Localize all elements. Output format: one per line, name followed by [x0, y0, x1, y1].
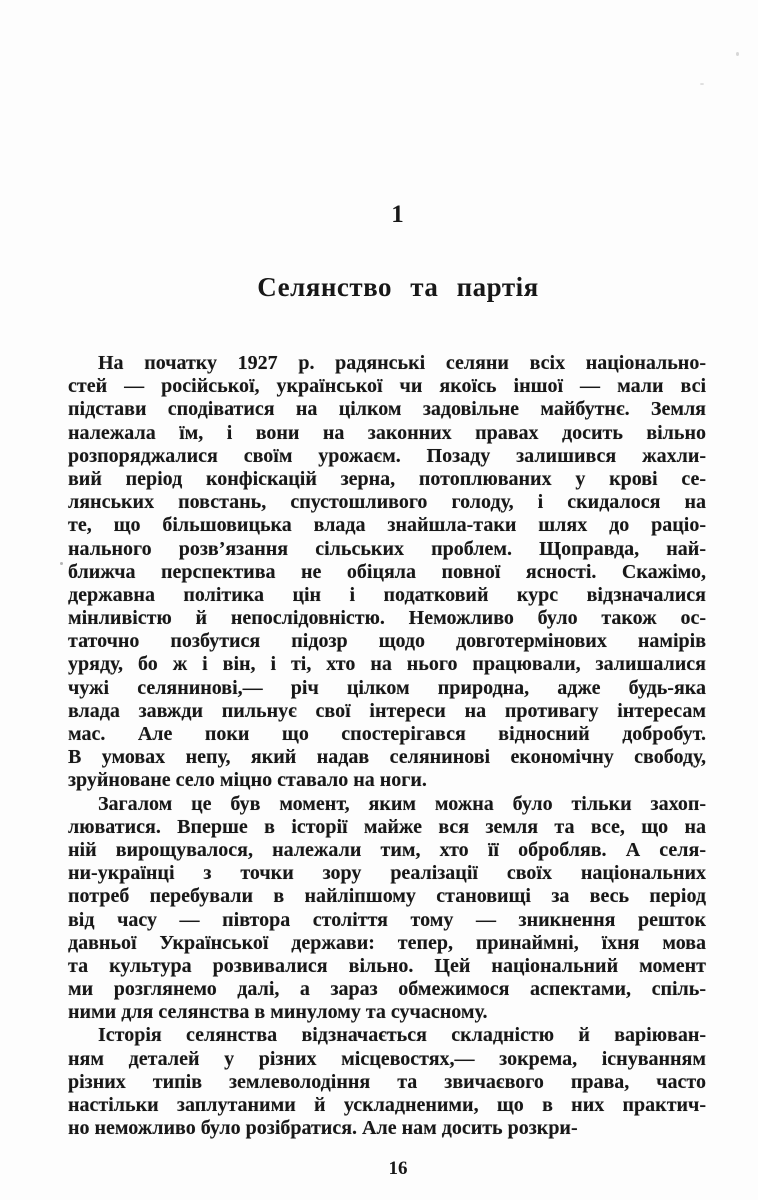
- text-line: стей — російської, української чи якоїсь іншої — мали всі: [68, 375, 706, 398]
- body-text: [68, 352, 706, 1140]
- text-line: належала їм, і вони на законних правах досить вільно: [68, 421, 706, 444]
- text-line: В умовах непу, який надав селянинові економічну свободу,: [68, 746, 706, 769]
- text-line: від часу — півтора століття тому — зникнення решток: [68, 908, 706, 931]
- text-line: но неможливо було розібратися. Але нам досить розкри-: [68, 1117, 578, 1140]
- text-line: розпоряджалися своїм урожаєм. Позаду залишився жахли-: [68, 444, 706, 467]
- text-line: мас. Але поки що спостерігався відносний добробут.: [68, 723, 706, 745]
- paragraph: [68, 793, 706, 1025]
- text-line: зруйноване село міцно ставало на ноги.: [68, 769, 427, 792]
- scan-artifact: [736, 52, 739, 56]
- chapter-number: 1: [391, 201, 405, 228]
- text-line: потреб перебували в найліпшому становищі за весь період: [68, 885, 706, 908]
- text-line: та культура розвивалися вільно. Цей національний момент: [68, 954, 706, 977]
- text-line: ними для селянства в минулому та сучасному.: [68, 1001, 488, 1024]
- text-line: ній вирощувалося, належали тим, хто її обробляв. А селя-: [68, 838, 706, 861]
- text-line: люватися. Вперше в історії майже вся земля та все, що на: [68, 815, 706, 838]
- scan-artifact: [60, 562, 63, 565]
- text-line: підстави сподіватися на цілком задовільне майбутнє. Земля: [68, 398, 706, 421]
- paragraph: [68, 352, 706, 793]
- text-line: ням деталей у різних місцевостях,— зокрема, існуванням: [68, 1047, 706, 1070]
- text-line: ми розглянемо далі, а зараз обмежимося аспектами, спіль-: [68, 978, 706, 1001]
- paragraph: [68, 1024, 706, 1140]
- text-line: мінливістю й непослідовністю. Неможливо було також ос-: [68, 607, 706, 630]
- text-line: нального розв’язання сільських проблем. Щоправда, най-: [68, 537, 706, 560]
- text-line: настільки заплутаними й ускладненими, що в них практич-: [68, 1094, 706, 1116]
- text-line: ближча перспектива не обіцяла повної ясності. Скажімо,: [68, 560, 706, 583]
- text-line: таточно позбутися підозр щодо довготермінових намірів: [68, 630, 706, 653]
- text-line: На початку 1927 р. радянські селяни всіх національно-: [98, 352, 706, 374]
- text-line: чужі селянинові,— річ цілком природна, адже будь-яка: [68, 676, 706, 699]
- text-line: лянських повстань, спустошливого голоду, і скидалося на: [68, 491, 706, 514]
- text-line: Загалом це був момент, яким можна було тільки захоп-: [98, 792, 706, 815]
- text-line: давньої Української держави: тепер, принаймні, їхня мова: [68, 931, 706, 954]
- text-line: державна політика цін і податковий курс відзначалися: [68, 583, 706, 606]
- text-line: Історія селянства відзначається складністю й варіюван-: [98, 1024, 706, 1047]
- text-line: влада завжди пильнує свої інтереси на противагу інтересам: [68, 699, 706, 722]
- text-line: уряду, бо ж і він, і ті, хто на нього працювали, залишалися: [68, 653, 706, 676]
- text-line: ни-українці з точки зору реалізації своїх національних: [68, 862, 706, 885]
- page-number: 16: [388, 1158, 408, 1179]
- text-line: різних типів землеволодіння та звичаєвого права, часто: [68, 1070, 706, 1093]
- text-line: вий період конфіскацій зерна, потоплюваних у крові се-: [68, 467, 706, 490]
- text-line: те, що більшовицька влада знайшла-таки шлях до раціо-: [68, 514, 706, 537]
- scan-artifact: [700, 83, 704, 85]
- chapter-title: Селянство та партія: [257, 272, 539, 302]
